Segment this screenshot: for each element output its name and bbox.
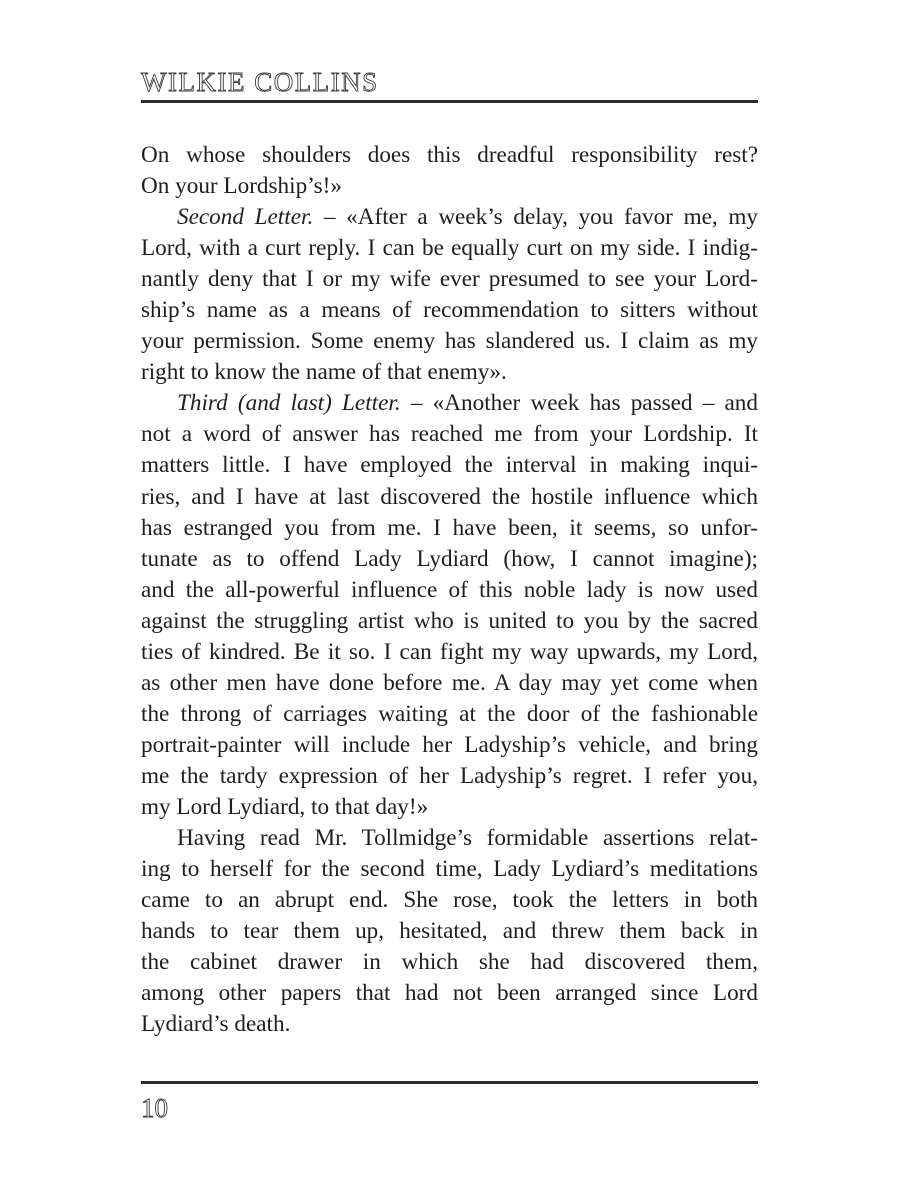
paragraph [141, 823, 758, 1040]
text-line: ing to herself for the second time, Lady Lydiard’s meditations [141, 856, 758, 883]
text-line: as other men have done before me. A day may yet come when [141, 669, 758, 696]
letter-label: Third (and last) Letter. [177, 390, 401, 417]
text-line: hands to tear them up, hesitated, and threw them back in [141, 918, 758, 945]
footer-rule [141, 1081, 758, 1084]
text-line: my Lord Lydiard, to that day!» [141, 793, 429, 820]
text-line: came to an abrupt end. She rose, took the letters in both [141, 887, 758, 914]
text-line [141, 388, 758, 419]
text-line: matters little. I have employed the interval in making inqui- [141, 452, 758, 479]
running-head-author: WILKIE COLLINS [141, 67, 379, 97]
text-line: Lydiard’s death. [141, 1011, 291, 1038]
text-line: the throng of carriages waiting at the door of the fashionable [141, 700, 758, 727]
text-line: On whose shoulders does this dreadful responsibility rest? [141, 142, 758, 168]
text-line: portrait-painter will include her Ladyship’s vehicle, and bring [141, 731, 758, 758]
text-line: me the tardy expression of her Ladyship’s regret. I refer you, [141, 762, 758, 789]
paragraph [141, 140, 758, 202]
text-line: not a word of answer has reached me from your Lordship. It [141, 421, 758, 448]
paragraph-second-letter [141, 202, 758, 388]
text-line: has estranged you from me. I have been, it seems, so unfor- [141, 514, 758, 541]
text-line: your permission. Some enemy has slandered us. I claim as my [141, 328, 758, 355]
text-line: nantly deny that I or my wife ever presumed to see your Lord- [141, 266, 758, 293]
text-line: On your Lordship’s!» [141, 173, 342, 200]
text-line: Lord, with a curt reply. I can be equally curt on my side. I indig- [141, 235, 758, 262]
text-line-content: – «After a week’s delay, you favor me, my [313, 204, 758, 231]
body-text [141, 140, 758, 1040]
text-line: the cabinet drawer in which she had discovered them, [141, 949, 758, 976]
text-line: right to know the name of that enemy». [141, 359, 507, 386]
paragraph-third-letter [141, 388, 758, 823]
text-line: ship’s name as a means of recommendation to sitters without [141, 297, 758, 324]
header-rule [141, 100, 758, 103]
text-line: among other papers that had not been arranged since Lord [141, 980, 758, 1007]
text-line [141, 202, 758, 233]
text-line: Having read Mr. Tollmidge’s formidable assertions relat- [177, 825, 758, 852]
text-line: against the struggling artist who is united to you by the sacred [141, 607, 758, 634]
text-line: ries, and I have at last discovered the hostile influence which [141, 483, 758, 510]
letter-label: Second Letter. [177, 204, 314, 231]
text-line: ties of kindred. Be it so. I can fight my way upwards, my Lord, [141, 638, 758, 665]
text-line: tunate as to offend Lady Lydiard (how, I cannot imagine); [141, 545, 758, 572]
text-line: and the all-powerful influence of this noble lady is now used [141, 576, 758, 603]
page-number: 10 [141, 1093, 168, 1123]
text-line-content: – «Another week has passed – and [400, 390, 758, 417]
